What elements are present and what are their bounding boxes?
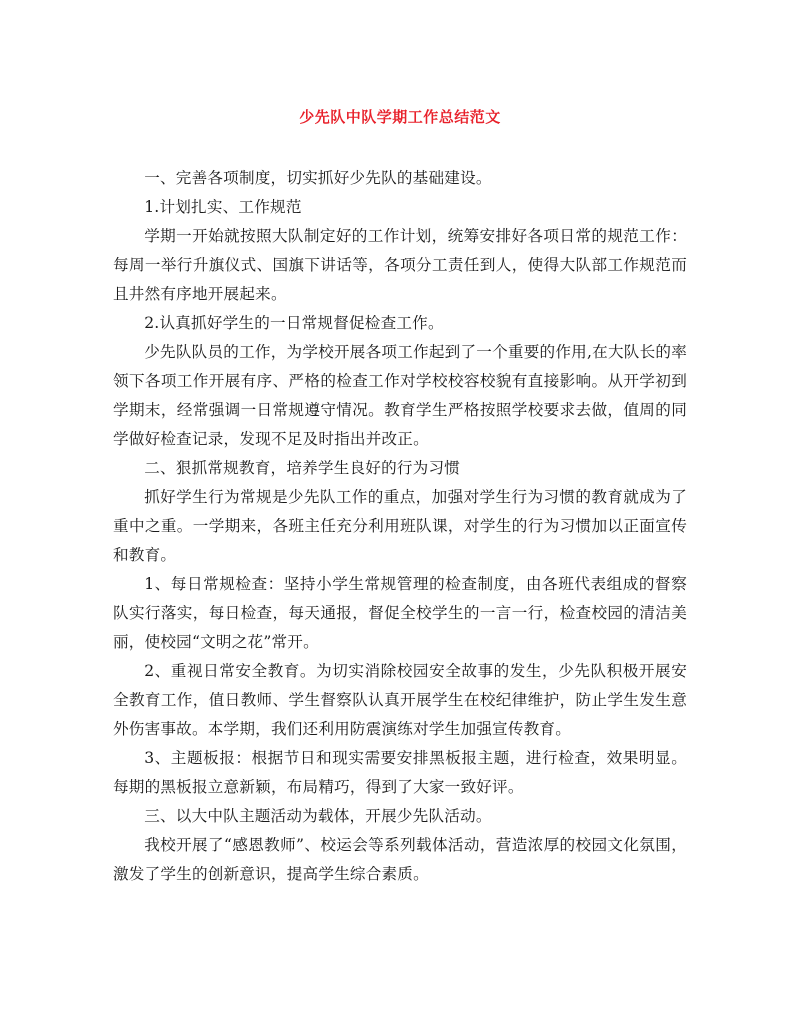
paragraph: 我校开展了“感恩教师”、校运会等系列载体活动，营造浓厚的校园文化氛围，激发了学生的创新意识，提高学生综合素质。 (113, 836, 687, 883)
list-item-safety-education: 2、重视日常安全教育。为切实消除校园安全故事的发生，少先队积极开展安全教育工作，值日教师、学生督察队认真开展学生在校纪律维护，防止学生发生意外伤害事故。本学期，我们还利用防震演练对学生加强宣传教育。 (113, 662, 687, 738)
list-item-daily-check: 1、每日常规检查：坚持小学生常规管理的检查制度，由各班代表组成的督察队实行落实，每日检查，每天通报，督促全校学生的一言一行，检查校园的清洁美丽，使校园“文明之花”常开。 (113, 575, 687, 651)
section-heading-2: 二、狠抓常规教育，培养学生良好的行为习惯 (144, 459, 461, 477)
paragraph: 学期一开始就按照大队制定好的工作计划，统筹安排好各项日常的规范工作：每周一举行升旗仪式、国旗下讲话等，各项分工责任到人，使得大队部工作规范而且井然有序地开展起来。 (113, 227, 687, 303)
subsection-heading-1-1: 1.计划扎实、工作规范 (144, 198, 302, 216)
section-heading-1: 一、完善各项制度，切实抓好少先队的基础建设。 (144, 169, 492, 187)
subsection-heading-1-2: 2.认真抓好学生的一日常规督促检查工作。 (144, 314, 444, 332)
document-body (113, 164, 687, 889)
section-heading-3: 三、以大中队主题活动为载体，开展少先队活动。 (144, 807, 492, 825)
list-item-theme-blackboard: 3、主题板报：根据节日和现实需要安排黑板报主题，进行检查，效果明显。每期的黑板报立意新颖，布局精巧，得到了大家一致好评。 (113, 749, 687, 796)
document-title: 少先队中队学期工作总结范文 (299, 108, 501, 126)
paragraph: 抓好学生行为常规是少先队工作的重点，加强对学生行为习惯的教育就成为了重中之重。一学期来，各班主任充分利用班队课，对学生的行为习惯加以正面宣传和教育。 (113, 488, 687, 564)
paragraph: 少先队队员的工作，为学校开展各项工作起到了一个重要的作用,在大队长的率领下各项工作开展有序、严格的检查工作对学校校容校貌有直接影响。从开学初到学期末，经常强调一日常规遵守情况。教育学生严格按照学校要求去做，值周的同学做好检查记录，发现不足及时指出并改正。 (113, 343, 687, 448)
